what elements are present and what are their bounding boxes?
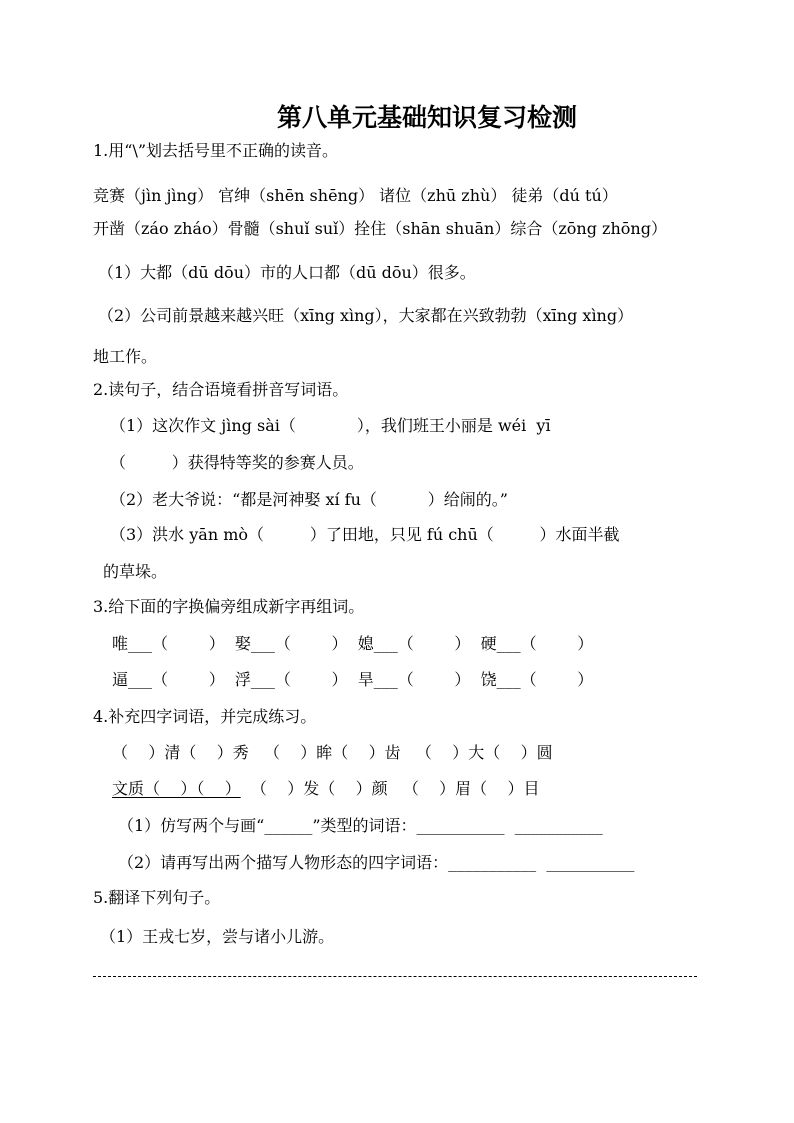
question-5-sentence-1: （1）王戎七岁，尝与诸小儿游。 <box>100 927 335 946</box>
question-3-heading: 3.给下面的字换偏旁组成新字再组词。 <box>93 597 365 616</box>
question-4-row-2-rest: （ ）发（ ）颜 （ ）眉（ ）目 <box>240 779 540 798</box>
question-2-sentence-1-line-2: （ ）获得特等奖的参赛人员。 <box>110 453 364 472</box>
question-2-sentence-1-line-1: （1）这次作文 jìng sài（ ），我们班王小丽是 wéi yī <box>110 416 551 435</box>
underlined-example-word: 文质（ ）（ ） <box>112 779 241 798</box>
question-1-sentence-2-line-1: （2）公司前景越来越兴旺（xīng xìng），大家都在兴致勃勃（xīng xìng） <box>98 306 634 325</box>
question-4-heading: 4.补充四字词语，并完成练习。 <box>93 707 317 726</box>
question-2-sentence-3-line-2: 的草垛。 <box>103 562 168 581</box>
question-3-row-2: 逼___（ ） 浮___（ ） 旱___（ ） 饶___（ ） <box>112 670 594 689</box>
question-3-row-1: 唯___（ ） 娶___（ ） 媳___（ ） 硬___（ ） <box>112 634 594 653</box>
question-1-word-row-2: 开凿（záo zháo）骨髓（shuǐ suǐ）拴住（shān shuān）综合（zōng zhōng） <box>93 219 667 238</box>
question-1-sentence-2-line-2: 地工作。 <box>93 347 158 366</box>
question-2-heading: 2.读句子，结合语境看拼音写词语。 <box>93 380 349 399</box>
page-title: 第八单元基础知识复习检测 <box>276 103 577 132</box>
question-2-sentence-2: （2）老大爷说：“都是河神娶 xí fu（ ）给闹的。” <box>110 490 508 509</box>
question-4-exercise-2: （2）请再写出两个描写人物形态的四字词语：___________ ___________ <box>118 853 635 872</box>
answer-line <box>93 976 697 977</box>
question-1-word-row-1: 竞赛（jìn jìng） 官绅（shēn shēng） 诸位（zhū zhù） 徒弟（dú tú） <box>93 186 618 205</box>
question-5-heading: 5.翻译下列句子。 <box>93 888 221 907</box>
question-1-heading: 1.用“\”划去括号里不正确的读音。 <box>93 141 339 160</box>
question-2-sentence-3-line-1: （3）洪水 yān mò（ ）了田地，只见 fú chū（ ）水面半截 <box>110 525 620 544</box>
question-1-sentence-1: （1）大都（dū dōu）市的人口都（dū dōu）很多。 <box>98 263 476 282</box>
question-4-row-2 <box>112 779 540 799</box>
question-4-row-1: （ ）清（ ）秀 （ ）眸（ ）齿 （ ）大（ ）圆 <box>112 743 553 762</box>
question-4-exercise-1: （1）仿写两个与画“______”类型的词语：___________ ___________ <box>118 816 603 835</box>
